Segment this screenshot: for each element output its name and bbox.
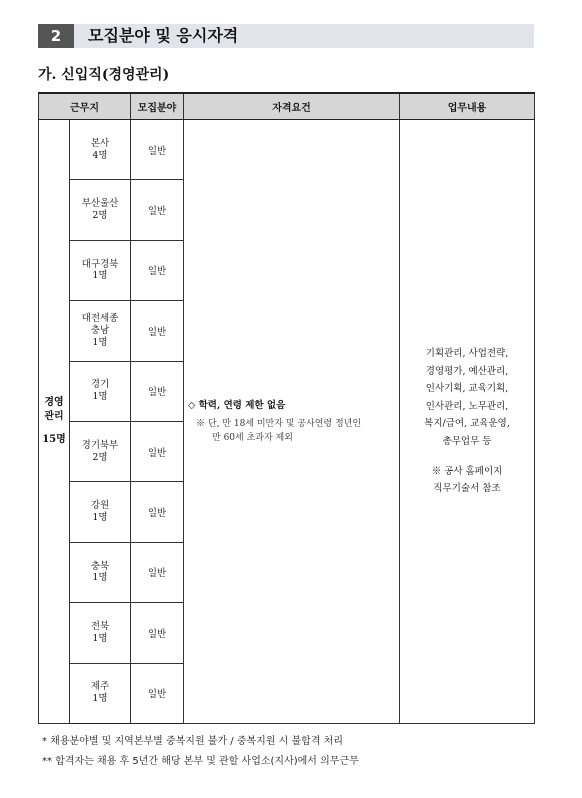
location-cell <box>70 180 131 240</box>
duty-line: 경영평가, 예산관리, <box>425 365 509 377</box>
location-cell <box>70 120 131 180</box>
location-count: 2명 <box>92 210 108 222</box>
location-name: 경기북부 <box>81 439 119 451</box>
table-header-row <box>39 93 535 120</box>
location-name: 대구경북 <box>81 258 119 270</box>
location-name: 충북 <box>90 560 110 572</box>
location-count: 1명 <box>92 512 108 524</box>
field-cell: 일반 <box>131 482 184 542</box>
qualification-cell <box>184 120 400 724</box>
qualification-note <box>188 417 395 446</box>
field-cell: 일반 <box>131 180 184 240</box>
field-cell: 일반 <box>131 542 184 602</box>
duty-line: 총무업무 등 <box>442 436 492 448</box>
header-qualification: 자격요건 <box>184 93 400 120</box>
location-cell <box>70 240 131 300</box>
location-cell <box>70 482 131 542</box>
section-title: 모집분야 및 응시자격 <box>88 26 239 45</box>
group-line1: 경영 <box>44 397 64 409</box>
duty-reference-line2: 직무기술서 참조 <box>433 483 501 495</box>
location-name: 제주 <box>90 681 110 693</box>
duty-line: 복지/급여, 교육운영, <box>424 418 510 430</box>
location-cell <box>70 542 131 602</box>
location-name-line2: 충남 <box>90 324 110 336</box>
field-cell: 일반 <box>131 240 184 300</box>
section-header <box>38 24 534 48</box>
duty-line: 인사기획, 교육기획, <box>425 383 509 395</box>
location-name: 대전세종 <box>81 313 119 325</box>
table-row <box>39 120 535 180</box>
duty-reference <box>400 463 534 498</box>
location-count: 1명 <box>92 391 108 403</box>
location-cell <box>70 421 131 481</box>
footnote-1: * 채용분야별 및 지역본부별 중복지원 불가 / 중복지원 시 불합격 처리 <box>42 736 343 747</box>
field-cell: 일반 <box>131 301 184 361</box>
field-cell: 일반 <box>131 663 184 723</box>
qualification-main: ◇ 학력, 연령 제한 없음 <box>188 400 286 412</box>
footnote-2: ** 합격자는 채용 후 5년간 해당 본부 및 관할 사업소(지사)에서 의무근무 <box>42 756 359 767</box>
location-name: 강원 <box>90 500 110 512</box>
location-cell <box>70 361 131 421</box>
recruitment-table <box>38 92 535 724</box>
subsection-title: 가. 신입직(경영관리) <box>38 67 170 83</box>
location-count: 1명 <box>92 572 108 584</box>
duty-line: 기획관리, 사업전략, <box>425 348 509 360</box>
location-count: 4명 <box>92 149 108 161</box>
header-duty: 업무내용 <box>400 93 535 120</box>
group-line2: 관리 <box>44 410 64 422</box>
field-cell: 일반 <box>131 361 184 421</box>
duty-reference-line1: ※ 공사 홈페이지 <box>431 465 503 477</box>
location-count: 2명 <box>92 451 108 463</box>
header-field: 모집분야 <box>131 93 184 120</box>
location-name: 경기 <box>90 379 110 391</box>
section-number: 2 <box>38 24 74 48</box>
header-location: 근무지 <box>39 93 131 120</box>
location-count: 1명 <box>92 336 108 348</box>
location-count: 1명 <box>92 270 108 282</box>
field-cell: 일반 <box>131 421 184 481</box>
location-name: 전북 <box>90 620 110 632</box>
location-count: 1명 <box>92 632 108 644</box>
duty-cell <box>400 120 535 724</box>
qualification-note-line2: 만 60세 초과자 제외 <box>212 433 293 444</box>
group-count: 15명 <box>42 434 66 446</box>
field-cell: 일반 <box>131 603 184 663</box>
group-cell <box>39 120 70 724</box>
location-count: 1명 <box>92 693 108 705</box>
location-name: 본사 <box>90 137 110 149</box>
location-cell <box>70 663 131 723</box>
field-cell: 일반 <box>131 120 184 180</box>
location-cell <box>70 603 131 663</box>
qualification-note-line1: ※ 단, 만 18세 미만자 및 공사연령 정년인 <box>196 419 362 430</box>
location-name: 부산울산 <box>81 198 119 210</box>
location-cell <box>70 301 131 361</box>
duty-line: 인사관리, 노무관리, <box>425 400 509 412</box>
